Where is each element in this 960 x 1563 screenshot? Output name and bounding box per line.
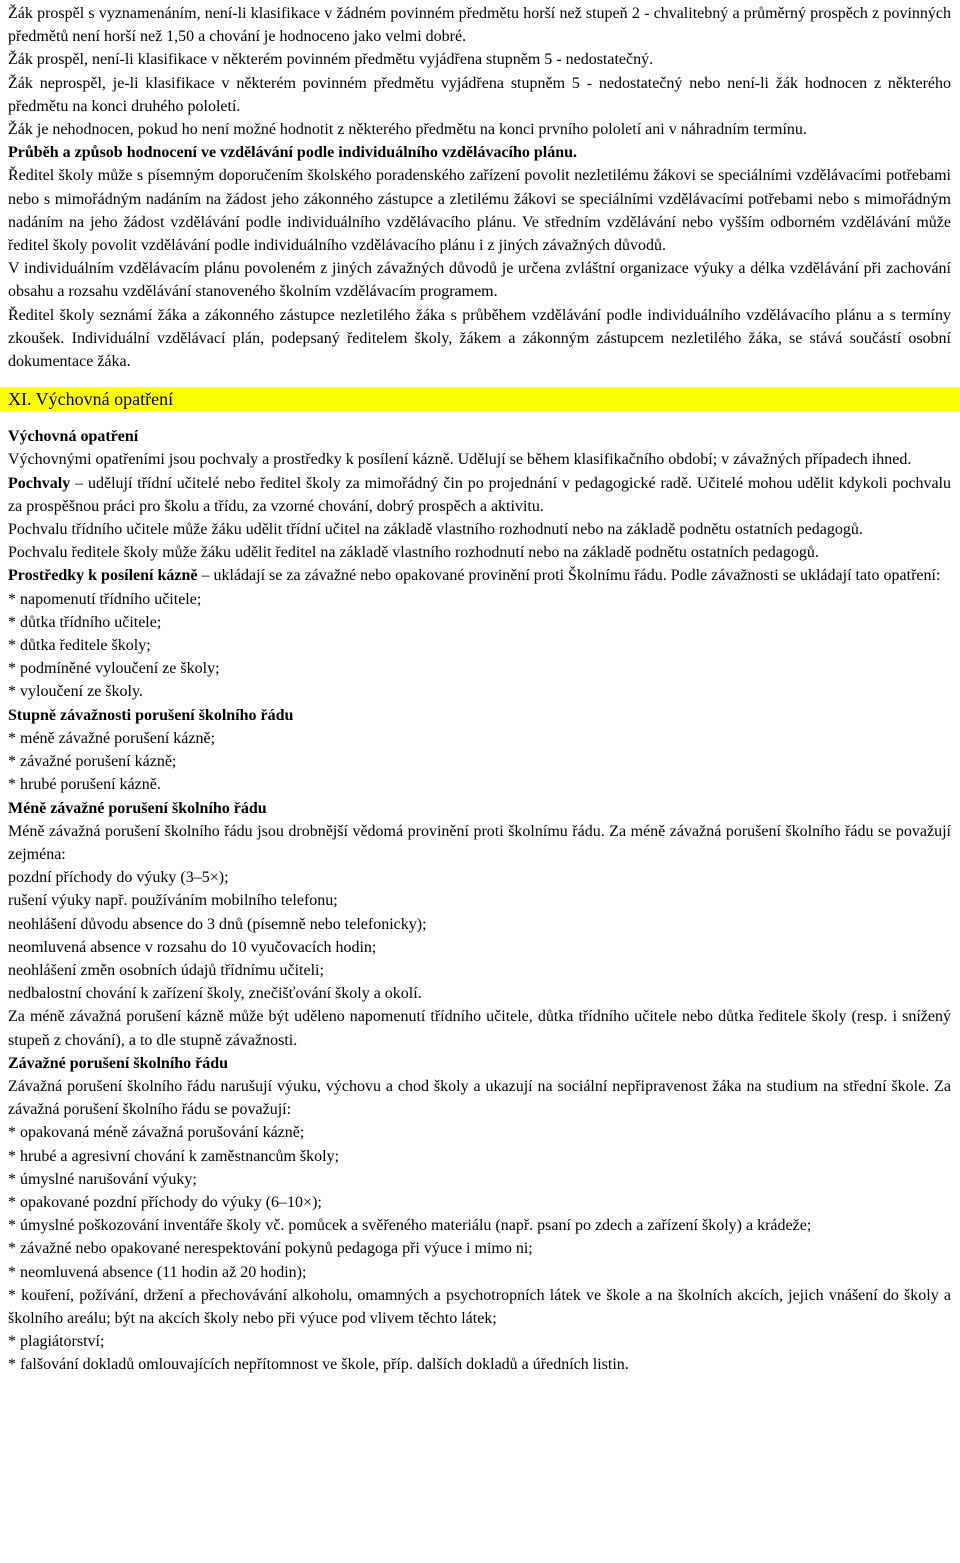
- list-item: * napomenutí třídního učitele;: [8, 590, 202, 608]
- iep-paragraph: V individuálním vzdělávacím plánu povoleném z jiných závažných důvodů je určena zvláštní organizace výuky a délka vzdělávání při zachování obsahu a rozsahu vzdělávání stanoveného školním vzdělávacím programem.: [8, 260, 951, 301]
- list-item: * hrubé porušení kázně.: [8, 776, 161, 794]
- praise-director: Pochvalu ředitele školy může žáku udělit ředitel na základě vlastního rozhodnutí nebo na základě podnětu ostatních pedagogů.: [8, 544, 819, 562]
- list-item: * vyloučení ze školy.: [8, 683, 143, 701]
- list-item: * podmíněné vyloučení ze školy;: [8, 660, 220, 678]
- list-item: pozdní příchody do výuky (3–5×);: [8, 869, 229, 887]
- discipline-text: – ukládají se za závažné nebo opakované provinění proti Školnímu řádu. Podle závažnosti se ukládají tato opatření:: [197, 567, 941, 585]
- praise-class-teacher: Pochvalu třídního učitele může žáku udělit třídní učitel na základě vlastního rozhodnutí nebo na základě podnětu ostatních pedagogů.: [8, 521, 863, 539]
- iep-paragraph: Ředitel školy může s písemným doporučením školského poradenského zařízení povolit nezletilému žákovi se speciálními vzdělávacími potřebami nebo s mimořádným nadáním na žádost jeho zákonného zástupce a zletilému žákovi se speciálními vzdělávacími potřebami nebo s mimořádným nadáním na jeho žádost vzdělávání podle individuálního vzdělávacího plánu. Ve středním vzdělávání nebo vyšším odborném vzdělávání může ředitel školy povolit vzdělávání podle individuálního vzdělávacího plánu i z jiných závažných důvodů.: [8, 167, 951, 255]
- list-item: * opakovaná méně závažná porušování kázně;: [8, 1124, 305, 1142]
- minor-outro: Za méně závažná porušení kázně může být uděleno napomenutí třídního učitele, důtka třídního učitele nebo důtka ředitele školy (resp. i snížený stupeň z chování), a to dle stupně závažnosti.: [8, 1008, 951, 1049]
- list-item: * důtka ředitele školy;: [8, 637, 151, 655]
- paragraph-failed: Žák neprospěl, je-li klasifikace v některém povinném předmětu vyjádřena stupněm 5 - nedostatečný nebo není-li žák hodnocen z některého předmětu na konci druhého pololetí.: [8, 74, 951, 115]
- discipline-label: Prostředky k posílení kázně: [8, 567, 198, 585]
- praise-text: – udělují třídní učitelé nebo ředitel školy za mimořádný čin po projednání v pedagogické radě. Učitelé mohou udělit kdykoli pochvalu za prospěšnou práci pro školu a třídu, za vzorné chování, dobrý prospěch a aktivitu.: [8, 474, 951, 515]
- list-item: * falšování dokladů omlouvajících nepřítomnost ve škole, příp. dalších dokladů a úředních listin.: [8, 1356, 629, 1374]
- list-item: * kouření, požívání, držení a přechovávání alkoholu, omamných a psychotropních látek ve škole a na školních akcích, jejich vnášení do školy a školního areálu; být na akcích školy nebo při výuce pod vlivem těchto látek;: [8, 1286, 951, 1327]
- minor-intro: Méně závažná porušení školního řádu jsou drobnější vědomá provinění proti školnímu řádu. Za méně závažná porušení školního řádu se považují zejména:: [8, 822, 951, 863]
- list-item: * hrubé a agresivní chování k zaměstnancům školy;: [8, 1147, 340, 1165]
- list-item: * úmyslné poškozování inventáře školy vč. pomůcek a svěřeného materiálu (např. psaní po zdech a zařízení školy) a krádeže;: [8, 1217, 812, 1235]
- measures-intro: Výchovnými opatřeními jsou pochvaly a prostředky k posílení kázně. Udělují se během klasifikačního období; v závažných případech ihned.: [8, 451, 912, 469]
- list-item: * úmyslné narušování výuky;: [8, 1170, 197, 1188]
- measures-heading: Výchovná opatření: [8, 428, 139, 446]
- list-item: neohlášení změn osobních údajů třídnímu učiteli;: [8, 961, 324, 979]
- iep-paragraph: Ředitel školy seznámí žáka a zákonného zástupce nezletilého žáka s průběhem vzdělávání podle individuálního vzdělávacího plánu a s termíny zkoušek. Individuální vzdělávací plán, podepsaný ředitelem školy, žákem a zákonným zástupcem nezletilého žáka, se stává součástí osobní dokumentace žáka.: [8, 306, 951, 371]
- list-item: * méně závažné porušení kázně;: [8, 729, 216, 747]
- list-item: neohlášení důvodu absence do 3 dnů (písemně nebo telefonicky);: [8, 915, 427, 933]
- iep-heading: Průběh a způsob hodnocení ve vzdělávání podle individuálního vzdělávacího plánu.: [8, 144, 578, 162]
- list-item: rušení výuky např. používáním mobilního telefonu;: [8, 892, 338, 910]
- list-item: nedbalostní chování k zařízení školy, znečišťování školy a okolí.: [8, 985, 422, 1003]
- list-item: * plagiátorství;: [8, 1333, 105, 1351]
- praise-label: Pochvaly: [8, 474, 71, 492]
- minor-heading: Méně závažné porušení školního řádu: [8, 799, 267, 817]
- list-item: * důtka třídního učitele;: [8, 613, 162, 631]
- praise-paragraph: [8, 472, 951, 518]
- serious-heading: Závažné porušení školního řádu: [8, 1054, 229, 1072]
- list-item: neomluvená absence v rozsahu do 10 vyučovacích hodin;: [8, 938, 377, 956]
- list-item: * opakované pozdní příchody do výuky (6–10×);: [8, 1193, 322, 1211]
- paragraph-passed: Žák prospěl, není-li klasifikace v některém povinném předmětu vyjádřena stupněm 5 - nedostatečný.: [8, 51, 654, 69]
- paragraph-not-evaluated: Žák je nehodnocen, pokud ho není možné hodnotit z některého předmětu na konci prvního pololetí ani v náhradním termínu.: [8, 121, 807, 139]
- list-item: * závažné nebo opakované nerespektování pokynů pedagoga při výuce i mimo ni;: [8, 1240, 533, 1258]
- serious-intro: Závažná porušení školního řádu narušují výuku, výchovu a chod školy a ukazují na sociální nepřipravenost žáka na studium na střední škole. Za závažná porušení školního řádu se považují:: [8, 1077, 951, 1119]
- section-heading: XI. Výchovná opatření: [0, 387, 960, 411]
- list-item: * neomluvená absence (11 hodin až 20 hodin);: [8, 1263, 307, 1281]
- levels-heading: Stupně závažnosti porušení školního řádu: [8, 706, 294, 724]
- discipline-paragraph: [8, 564, 951, 587]
- list-item: * závažné porušení kázně;: [8, 753, 177, 771]
- paragraph-honors: Žák prospěl s vyznamenáním, není-li klasifikace v žádném povinném předmětu horší než stupeň 2 - chvalitebný a průměrný prospěch z povinných předmětů není horší než 1,50 a chování je hodnoceno jako velmi dobré.: [8, 5, 951, 46]
